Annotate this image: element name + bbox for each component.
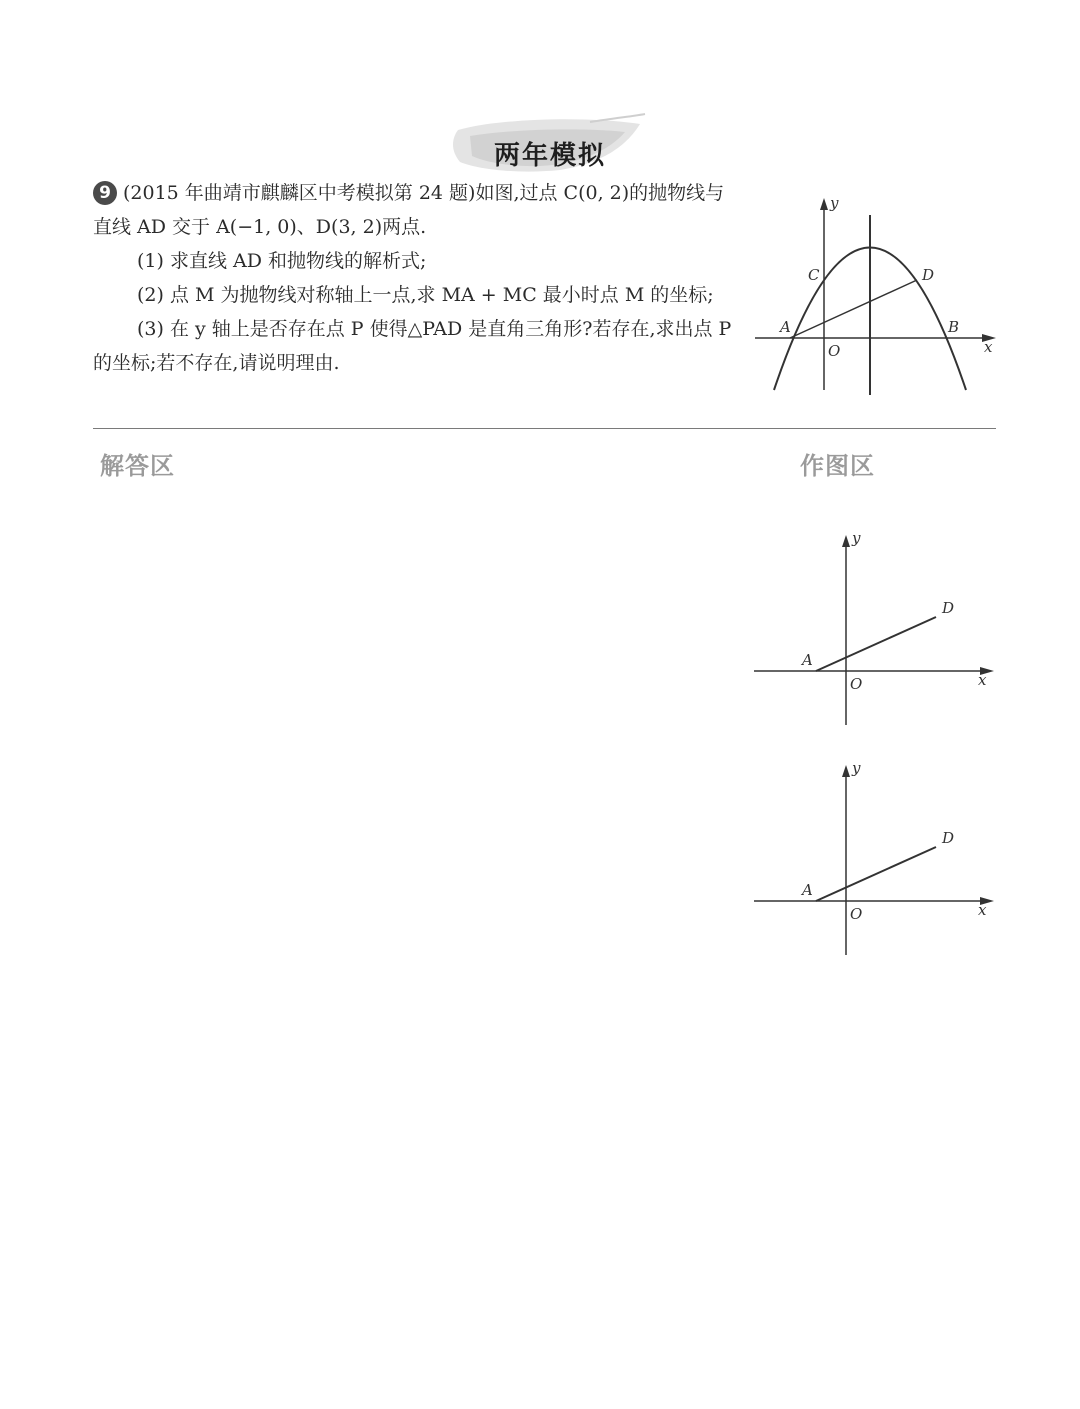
origin-label: O	[850, 675, 863, 693]
answer-area-label: 解答区	[100, 452, 175, 480]
drawing-figure-1	[750, 525, 1000, 730]
section-header	[440, 110, 650, 180]
y-axis-label: y	[852, 529, 861, 547]
y-axis-arrow-icon	[842, 765, 850, 777]
problem-intro	[93, 176, 733, 244]
point-d-label: D	[942, 829, 955, 847]
point-a-label: A	[802, 651, 813, 669]
origin-label: O	[850, 905, 863, 923]
y-axis-arrow-icon	[842, 535, 850, 547]
problem-part-1: (1) 求直线 AD 和抛物线的解析式;	[137, 250, 427, 272]
x-axis-label: x	[978, 901, 987, 919]
problem-number-badge: 9	[93, 181, 117, 205]
x-axis-label: x	[984, 338, 993, 356]
point-b-label: B	[948, 318, 960, 336]
y-axis-label: y	[830, 194, 839, 212]
drawing-figure-2	[750, 755, 1000, 960]
figure-parabola	[750, 190, 1000, 400]
line-ad	[816, 847, 936, 901]
problem-statement	[93, 176, 733, 380]
drawing-area-label: 作图区	[800, 452, 875, 480]
point-a-label: A	[802, 881, 813, 899]
point-d-label: D	[922, 266, 935, 284]
line-ad	[816, 617, 936, 671]
line-ad	[790, 280, 917, 338]
problem-intro-text: (2015 年曲靖市麒麟区中考模拟第 24 题)如图,过点 C(0, 2)的抛物线与直线 AD 交于 A(−1, 0)、D(3, 2)两点.	[93, 182, 725, 238]
y-axis-label: y	[852, 759, 861, 777]
problem-part-2: (2) 点 M 为抛物线对称轴上一点,求 MA + MC 最小时点 M 的坐标;	[137, 284, 714, 306]
section-title: 两年模拟	[493, 141, 606, 171]
problem-part-3: (3) 在 y 轴上是否存在点 P 使得△PAD 是直角三角形?若存在,求出点 P 的坐标;若不存在,请说明理由.	[93, 318, 732, 374]
point-a-label: A	[780, 318, 791, 336]
x-axis-label: x	[978, 671, 987, 689]
y-axis-arrow-icon	[820, 198, 828, 210]
origin-label: O	[828, 342, 841, 360]
point-c-label: C	[808, 266, 820, 284]
point-d-label: D	[942, 599, 955, 617]
section-divider	[93, 428, 996, 429]
